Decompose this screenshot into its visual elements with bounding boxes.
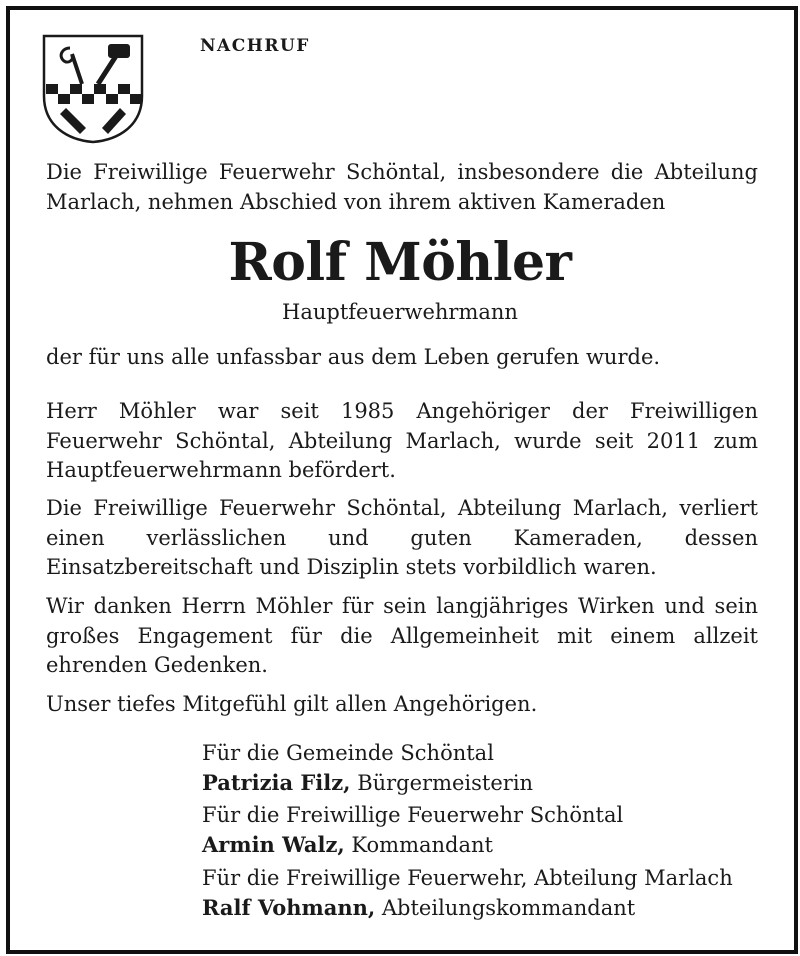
signature-block-1 <box>202 739 533 798</box>
signature-role: Bürgermeisterin <box>357 771 534 795</box>
signature-name: Ralf Vohmann, <box>202 895 376 920</box>
signature-org: Für die Gemeinde Schöntal <box>202 741 494 765</box>
intro-paragraph: Die Freiwillige Feuerwehr Schöntal, insbesondere die Abteilung Marlach, nehmen Abschied von ihrem aktiven Kameraden <box>46 160 758 214</box>
signature-block-3 <box>202 864 733 923</box>
paragraph-4: Wir danken Herrn Möhler für sein langjähriges Wirken und sein großes Engagement für die Allgemeinheit mit einem allzeit ehrenden Gedenken. <box>46 594 758 677</box>
deceased-name: Rolf Möhler <box>228 232 572 293</box>
signature-role: Kommandant <box>351 833 493 857</box>
signature-block-2 <box>202 801 623 860</box>
signature-name: Armin Walz, <box>202 832 345 857</box>
deceased-rank: Hauptfeuerwehrmann <box>282 300 518 324</box>
signature-name: Patrizia Filz, <box>202 770 351 795</box>
notice-headline: NACHRUF <box>200 36 310 56</box>
paragraph-3: Die Freiwillige Feuerwehr Schöntal, Abteilung Marlach, verliert einen verlässlichen und guten Kameraden, dessen Einsatzbereitschaft und Disziplin stets vorbildlich waren. <box>46 496 758 579</box>
signature-org: Für die Freiwillige Feuerwehr Schöntal <box>202 803 624 827</box>
paragraph-2: Herr Möhler war seit 1985 Angehöriger der Freiwilligen Feuerwehr Schöntal, Abteilung Marlach, wurde seit 2011 zum Hauptfeuerwehrmann befördert. <box>46 399 758 482</box>
paragraph-1: der für uns alle unfassbar aus dem Leben gerufen wurde. <box>46 345 661 369</box>
paragraph-5: Unser tiefes Mitgefühl gilt allen Angehörigen. <box>46 692 538 716</box>
signature-role: Abteilungskommandant <box>381 896 636 920</box>
coat-of-arms-icon <box>42 34 144 144</box>
signature-org: Für die Freiwillige Feuerwehr, Abteilung Marlach <box>202 866 733 890</box>
